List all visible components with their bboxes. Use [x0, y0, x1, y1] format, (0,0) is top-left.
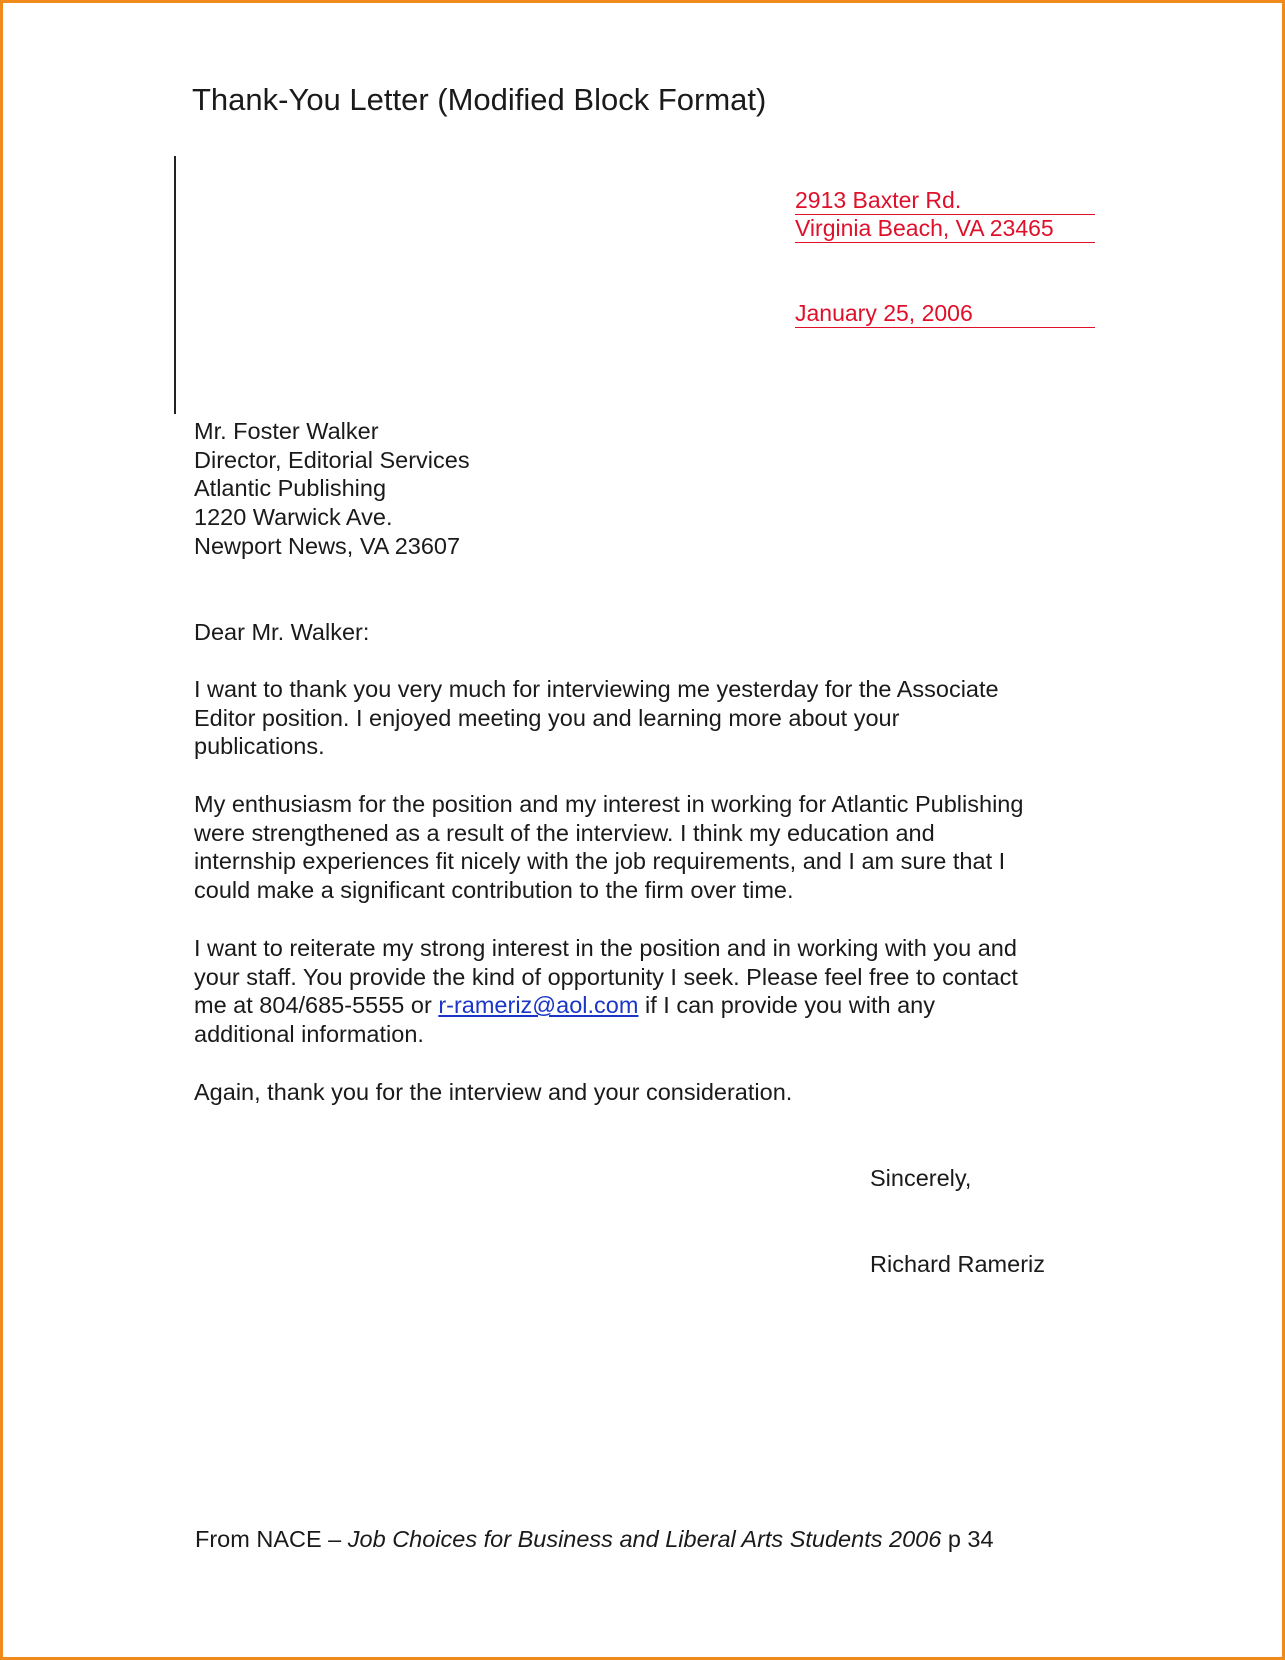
recipient-title: Director, Editorial Services — [194, 446, 470, 473]
citation-prefix: From NACE – — [195, 1526, 348, 1552]
paragraph-2 — [194, 790, 1194, 905]
paragraph-line: your staff. You provide the kind of opportunity I seek. Please feel free to contact — [194, 963, 1018, 990]
paragraph-line: Editor position. I enjoyed meeting you and learning more about your — [194, 704, 900, 731]
return-address-city: Virginia Beach, VA 23465 — [795, 215, 1095, 243]
recipient-name: Mr. Foster Walker — [194, 418, 379, 444]
complimentary-closing: Sincerely, — [870, 1165, 972, 1191]
recipient-street: 1220 Warwick Ave. — [194, 504, 393, 531]
signature-name: Richard Rameriz — [870, 1251, 1045, 1277]
email-link[interactable]: r-rameriz@aol.com — [438, 992, 639, 1019]
inside-address — [194, 417, 1194, 561]
return-address-block — [795, 187, 1095, 328]
paragraph-1 — [194, 675, 1194, 761]
paragraph-line: My enthusiasm for the position and my interest in working for Atlantic Publishing — [194, 791, 1024, 817]
source-citation — [195, 1525, 994, 1553]
paragraph-line: publications. — [194, 733, 325, 760]
paragraph-line-with-link — [194, 991, 1194, 1020]
salutation-text: Dear Mr. Walker: — [194, 619, 370, 645]
recipient-company: Atlantic Publishing — [194, 475, 387, 502]
recipient-city: Newport News, VA 23607 — [194, 532, 461, 559]
citation-source-title: Job Choices for Business and Liberal Arts Students 2006 — [347, 1526, 942, 1552]
page-title: Thank-You Letter (Modified Block Format) — [192, 82, 767, 117]
paragraph-line: could make a significant contribution to the firm over time. — [194, 877, 794, 904]
contact-tail-text: if I can provide you with any — [638, 992, 935, 1019]
contact-phone-text: me at 804/685-5555 or — [194, 992, 439, 1019]
citation-page: p 34 — [941, 1526, 994, 1552]
return-address-street: 2913 Baxter Rd. — [795, 187, 1095, 215]
paragraph-line: were strengthened as a result of the interview. I think my education and — [194, 819, 935, 846]
paragraph-line: I want to reiterate my strong interest in the position and in working with you and — [194, 935, 1017, 961]
paragraph-line: internship experiences fit nicely with the job requirements, and I am sure that I — [194, 848, 1006, 875]
paragraph-3 — [194, 934, 1194, 1049]
letter-date: January 25, 2006 — [795, 300, 1095, 328]
paragraph-line: additional information. — [194, 1021, 424, 1048]
paragraph-line: I want to thank you very much for interviewing me yesterday for the Associate — [194, 676, 999, 702]
margin-change-bar — [174, 156, 176, 414]
salutation — [194, 618, 1194, 647]
paragraph-line: Again, thank you for the interview and your consideration. — [194, 1079, 793, 1105]
paragraph-4 — [194, 1078, 1194, 1107]
